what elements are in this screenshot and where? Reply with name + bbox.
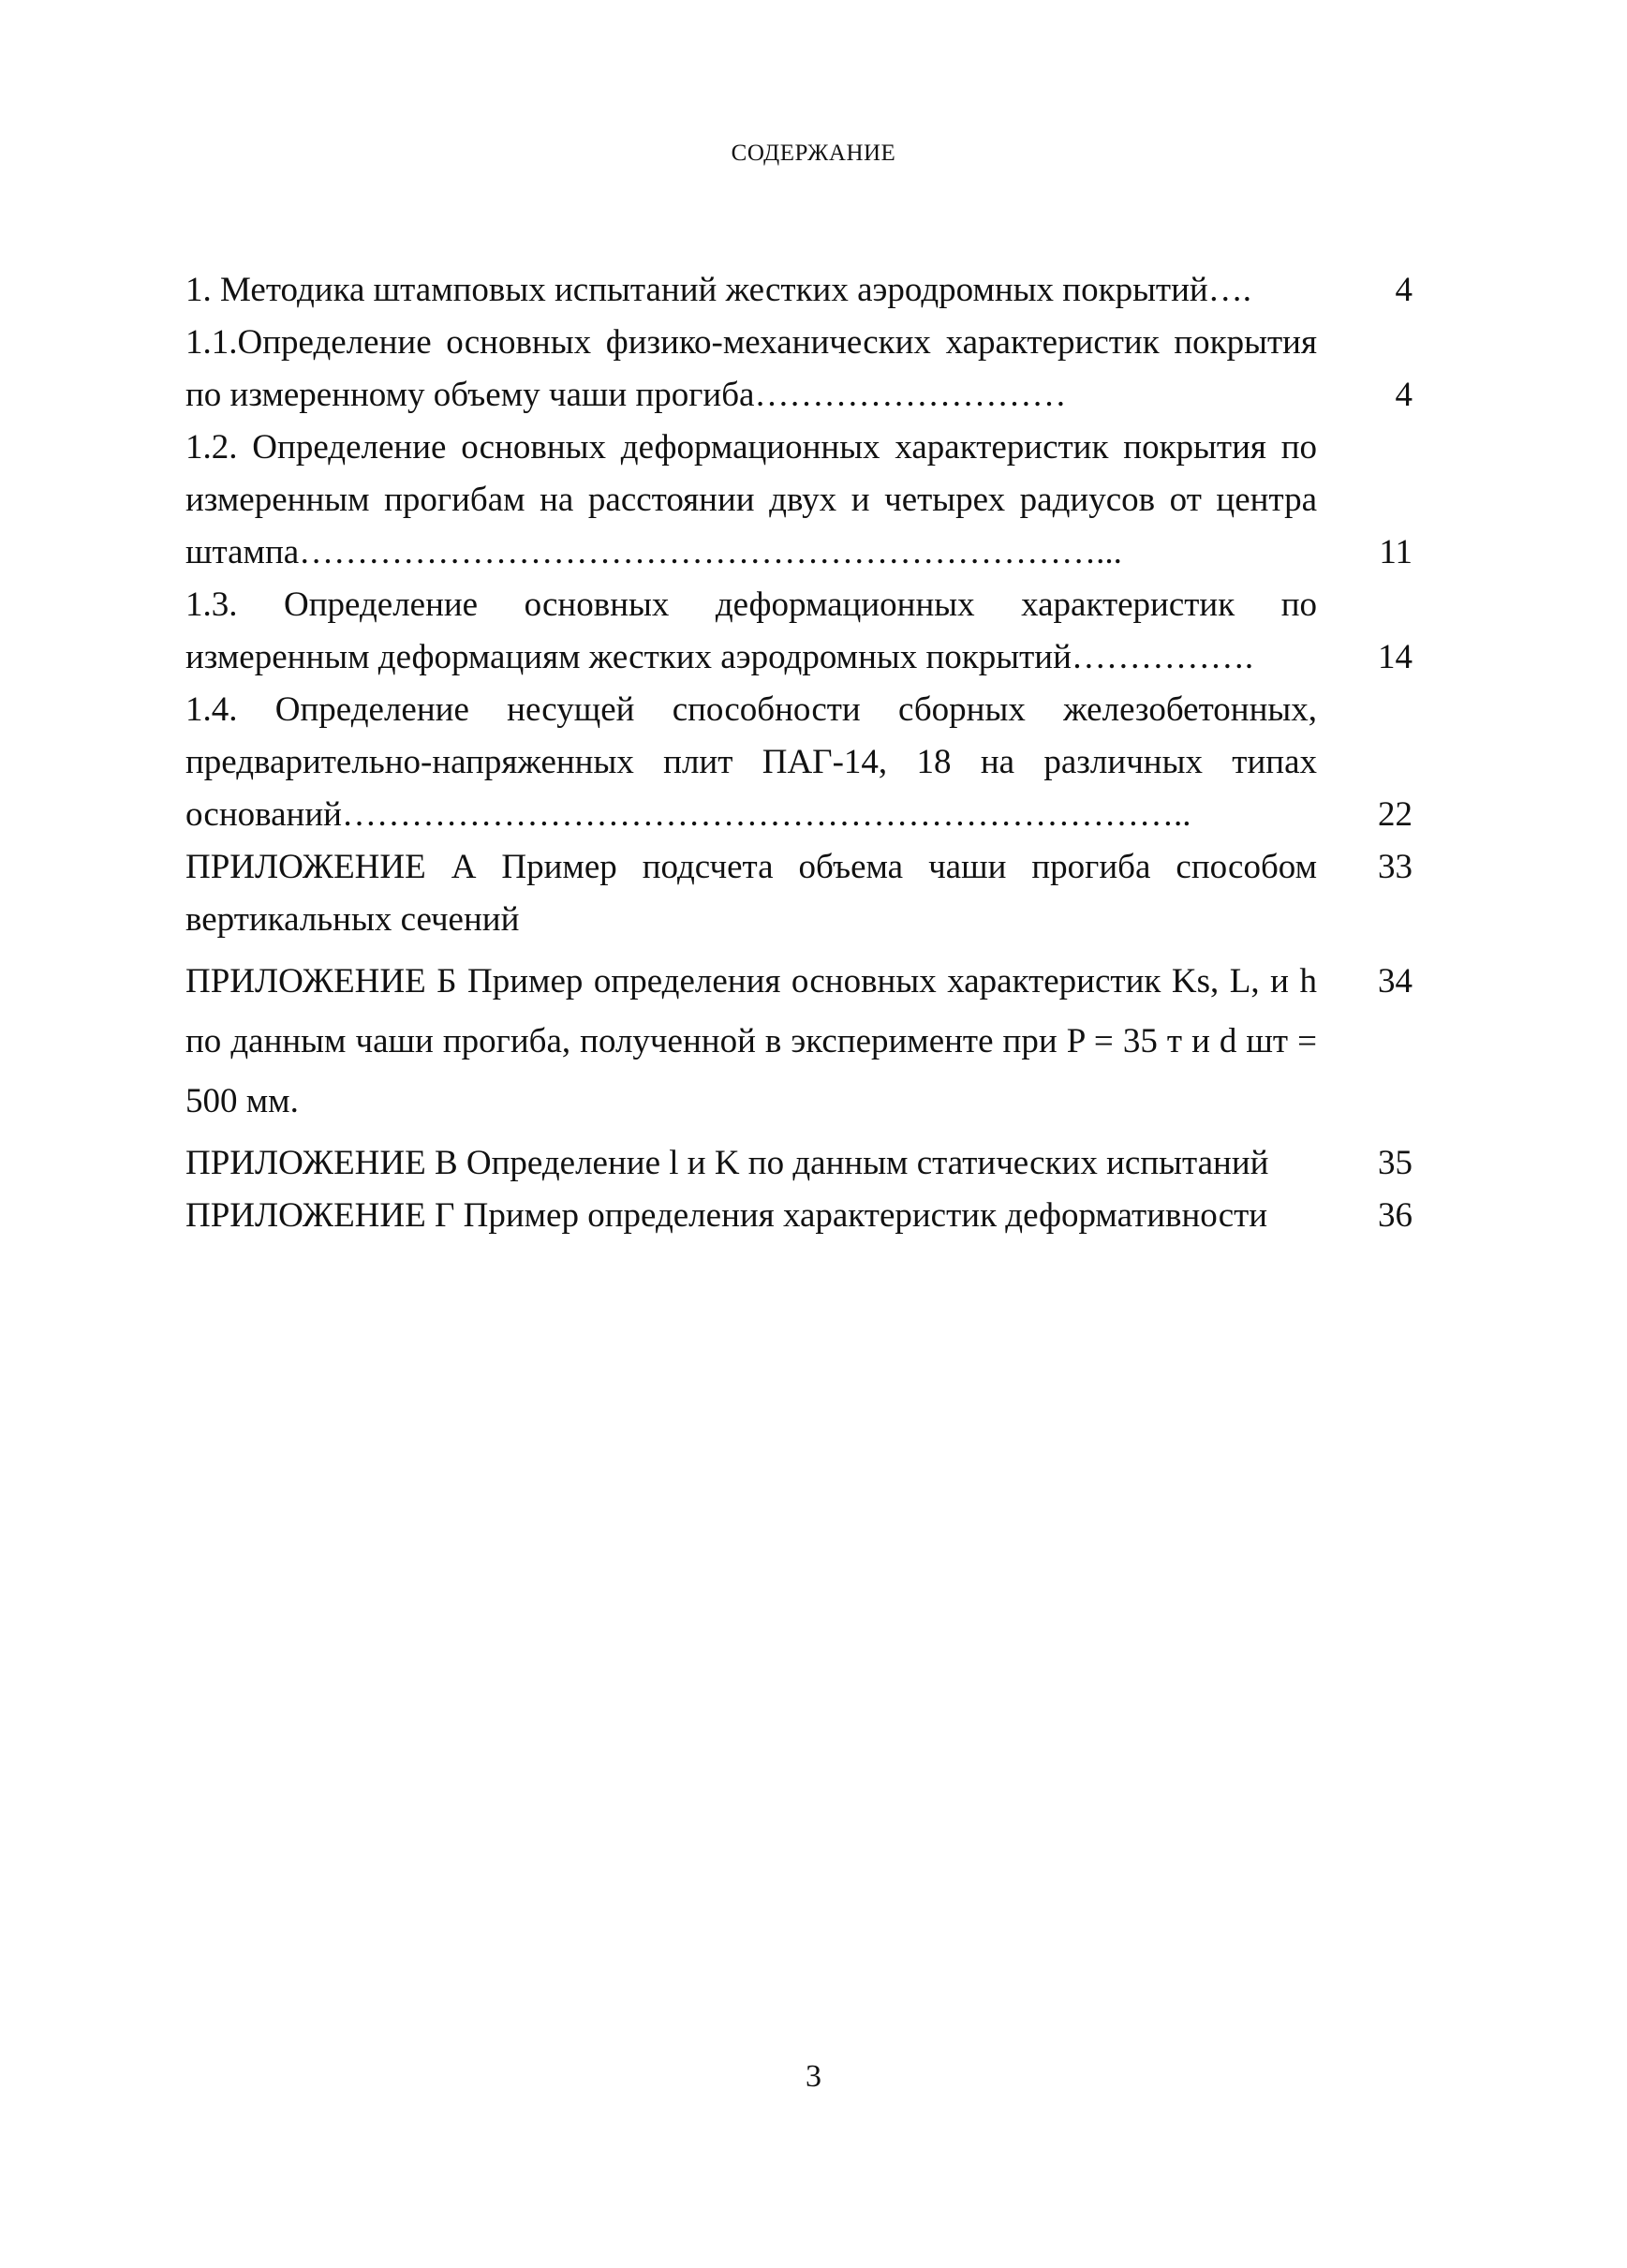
toc-entry-page: 11	[1379, 533, 1413, 571]
toc-entry-text: ПРИЛОЖЕНИЕ Г Пример определения характеристик деформативности	[185, 1196, 1268, 1235]
toc-entry-text: 1. Методика штамповых испытаний жестких аэродромных покрытий….	[185, 271, 1251, 309]
toc-entry-appendix-a[interactable]	[185, 841, 1413, 946]
toc-entry-1-2[interactable]	[185, 422, 1413, 579]
toc-entry-1-1[interactable]	[185, 317, 1413, 422]
toc-entry-appendix-b[interactable]	[185, 952, 1413, 1132]
toc-entry-text: 1.1.Определение основных физико-механических характеристик покрытия по измеренному объему чаши прогиба………………………	[185, 323, 1317, 414]
toc-entry-appendix-g[interactable]	[185, 1190, 1413, 1242]
toc-entry-page: 35	[1378, 1144, 1413, 1182]
toc-entry-text: ПРИЛОЖЕНИЕ Б Пример определения основных характеристик Ks, L, и h по данным чаши прогиба, полученной в эксперименте при P = 35 т и d шт = 500 мм.	[185, 962, 1317, 1120]
toc-entry-text: ПРИЛОЖЕНИЕ А Пример подсчета объема чаши прогиба способом вертикальных сечений	[185, 848, 1317, 939]
toc-entry-text: 1.2. Определение основных деформационных характеристик покрытия по измеренным прогибам на расстоянии двух и четырех радиусов от центра штампа……………………………………………………………...	[185, 428, 1317, 571]
toc-entry-page: 36	[1378, 1196, 1413, 1235]
toc-entry-1-3[interactable]	[185, 579, 1413, 684]
toc-entry-page: 34	[1378, 962, 1413, 1001]
toc-entry-page: 14	[1378, 638, 1413, 676]
toc-entry-text: 1.4. Определение несущей способности сборных железобетонных, предварительно-напряженных плит ПАГ-14, 18 на различных типах оснований………………………………………………………………..	[185, 690, 1317, 834]
toc-entry-text: 1.3. Определение основных деформационных характеристик по измеренным деформациям жестких аэродромных покрытий…………….	[185, 586, 1317, 676]
toc-entry-1[interactable]	[185, 264, 1413, 317]
toc-entry-appendix-v[interactable]	[185, 1137, 1413, 1190]
toc-entry-page: 4	[1395, 376, 1413, 414]
toc-entry-page: 33	[1378, 848, 1413, 886]
table-of-contents	[185, 264, 1413, 1242]
page-number: 3	[806, 2059, 821, 2094]
toc-entry-text: ПРИЛОЖЕНИЕ В Определение l и K по данным статических испытаний	[185, 1144, 1269, 1182]
toc-entry-page: 22	[1378, 795, 1413, 834]
toc-entry-1-4[interactable]	[185, 684, 1413, 841]
toc-entry-page: 4	[1395, 271, 1413, 309]
page-title: СОДЕРЖАНИЕ	[731, 141, 896, 166]
